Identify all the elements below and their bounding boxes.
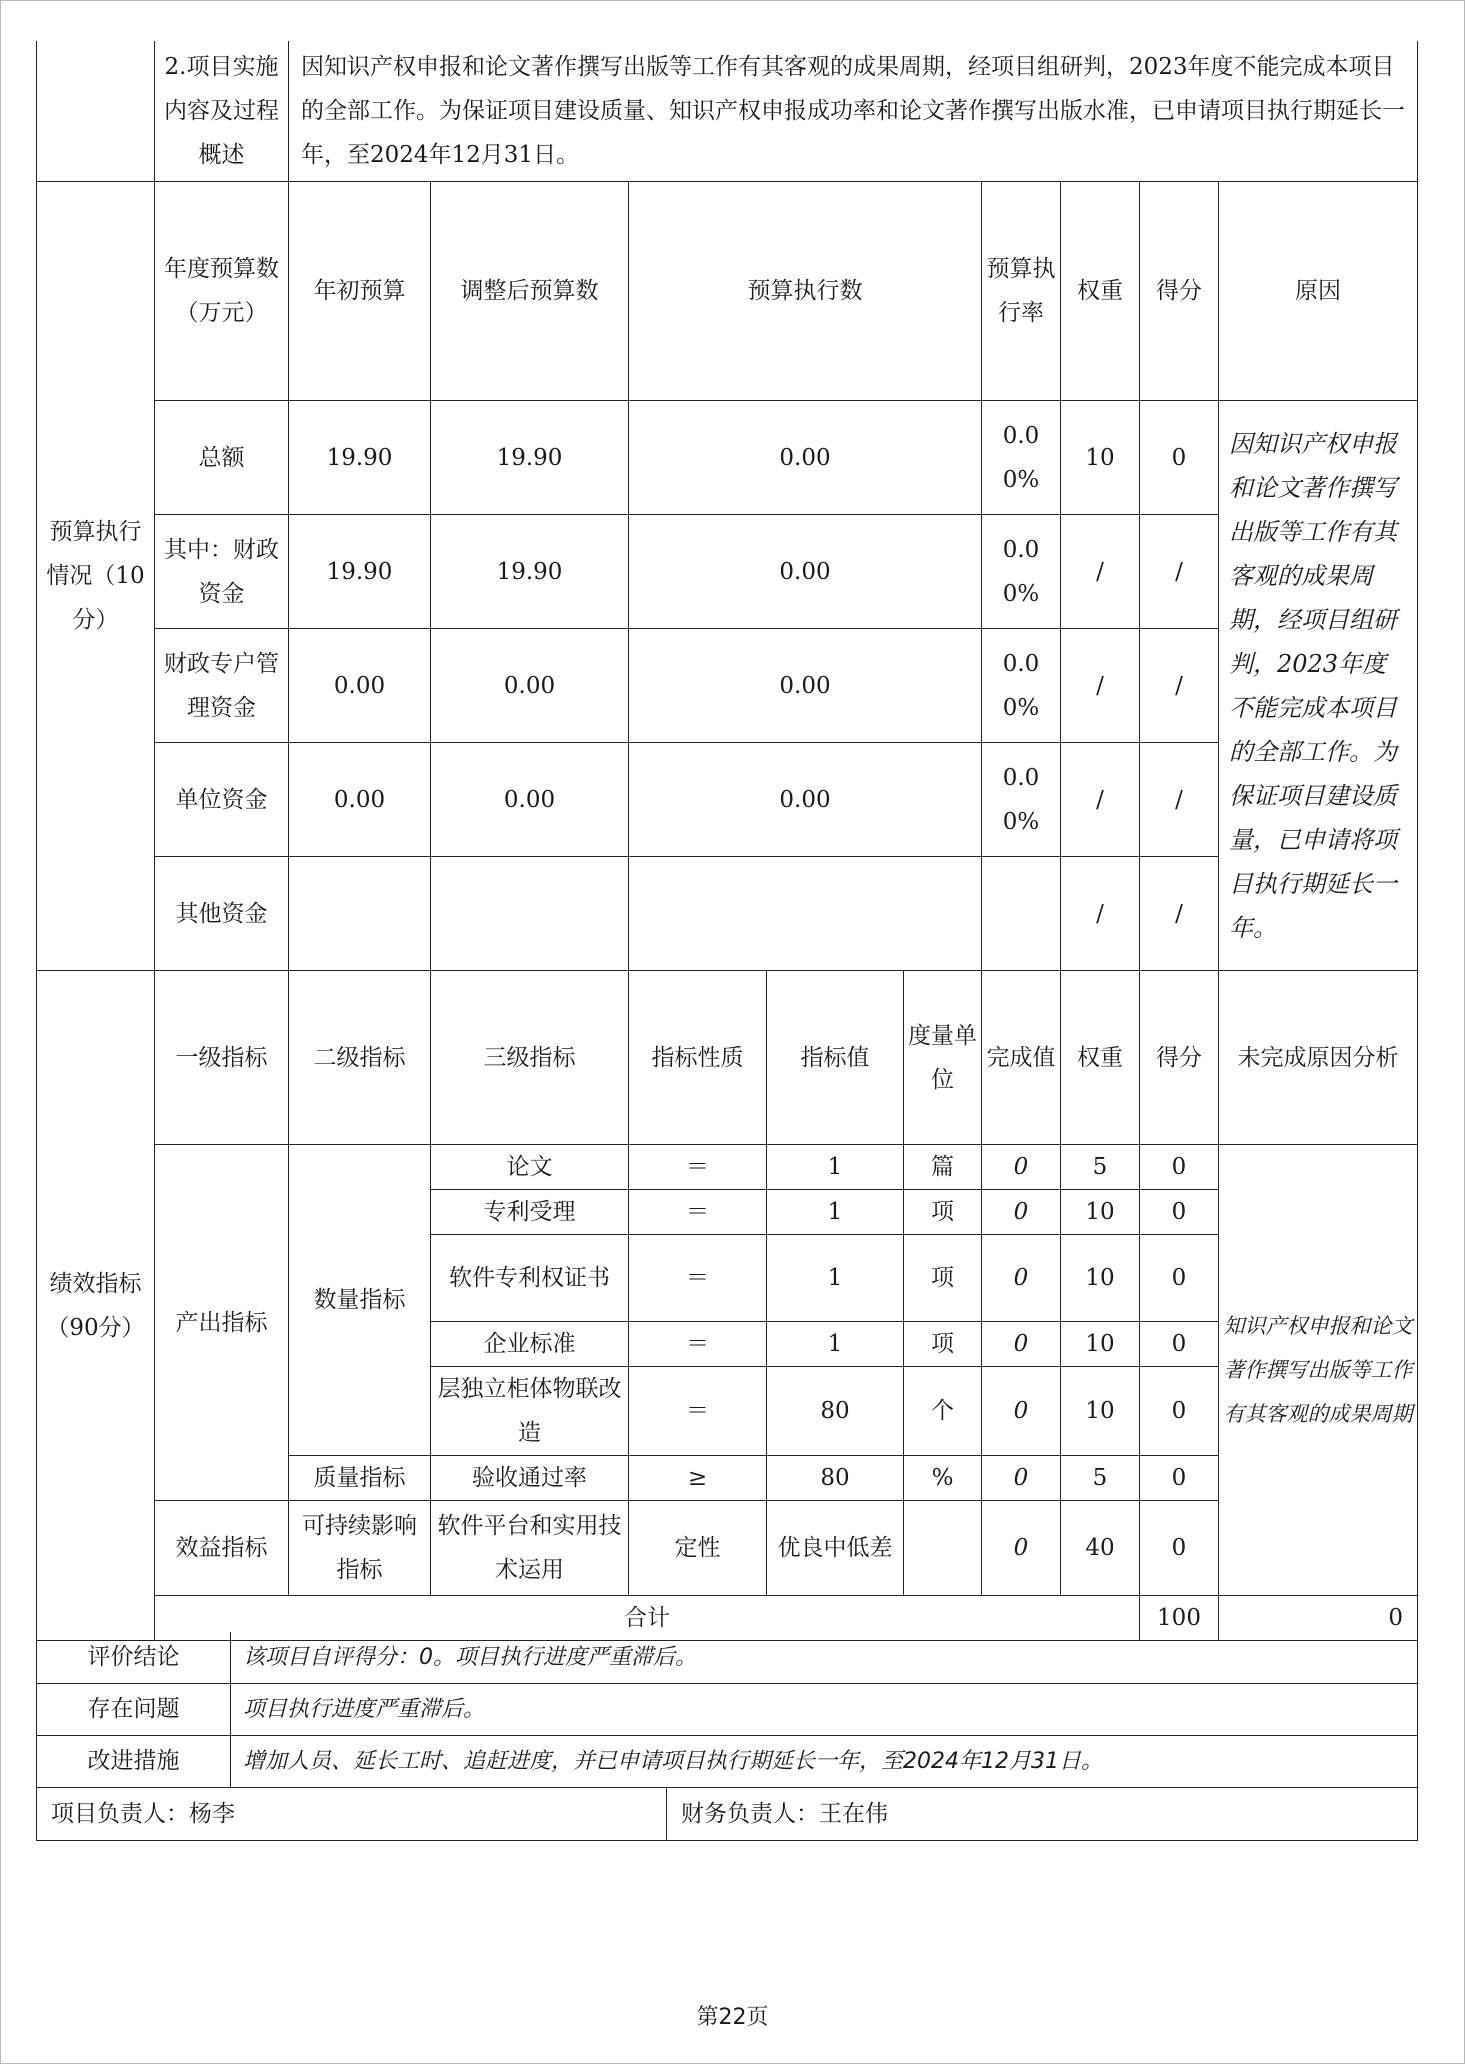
performance-row: [37, 1501, 1418, 1596]
budget-row-name: 其中：财政资金: [155, 515, 289, 629]
header-reason: 原因: [1219, 182, 1418, 401]
indicator-nature: ≥: [629, 1456, 767, 1501]
performance-row: [37, 1145, 1418, 1190]
budget-row-executed: [629, 857, 982, 971]
indicator-unit: 个: [904, 1367, 982, 1456]
budget-row-rate: 0.00%: [982, 743, 1061, 857]
header-execution-rate: 预算执行率: [982, 182, 1061, 401]
indicator-value: 80: [767, 1456, 904, 1501]
total-score: 0: [1219, 1596, 1418, 1641]
budget-row-adjusted: 0.00: [431, 743, 629, 857]
header-initial-budget: 年初预算: [289, 182, 431, 401]
budget-section-label: 预算执行情况（10分）: [37, 182, 155, 971]
budget-row-name: 单位资金: [155, 743, 289, 857]
budget-row-rate: 0.00%: [982, 401, 1061, 515]
budget-row-initial: [289, 857, 431, 971]
indicator-name: 企业标准: [431, 1322, 629, 1367]
indicator-nature: ＝: [629, 1322, 767, 1367]
budget-row-name: 总额: [155, 401, 289, 515]
evaluation-table: [36, 41, 1418, 1641]
measures-text: 增加人员、延长工时、追赶进度，并已申请项目执行期延长一年，至2024年12月31日。: [231, 1736, 1418, 1788]
signature-row: [37, 1788, 1418, 1841]
conclusion-label: 评价结论: [37, 1632, 231, 1684]
header-level2: 二级指标: [289, 971, 431, 1145]
budget-row-executed: 0.00: [629, 401, 982, 515]
summary-table: [36, 1632, 1418, 1841]
indicator-value: 1: [767, 1190, 904, 1235]
indicator-actual: 0: [982, 1235, 1061, 1322]
performance-section-label: 绩效指标（90分）: [37, 971, 155, 1641]
project-lead: 项目负责人：杨李: [37, 1788, 667, 1841]
indicator-actual: 0: [982, 1190, 1061, 1235]
indicator-weight: 10: [1061, 1322, 1140, 1367]
indicator-value: 优良中低差: [767, 1501, 904, 1596]
indicator-value: 1: [767, 1145, 904, 1190]
indicator-score: 0: [1140, 1190, 1219, 1235]
budget-row-weight: /: [1061, 515, 1140, 629]
budget-row-initial: 0.00: [289, 743, 431, 857]
indicator-value: 1: [767, 1322, 904, 1367]
indicator-unit: %: [904, 1456, 982, 1501]
budget-row-executed: 0.00: [629, 743, 982, 857]
problems-label: 存在问题: [37, 1684, 231, 1736]
indicator-value: 1: [767, 1235, 904, 1322]
budget-row-score: /: [1140, 629, 1219, 743]
indicator-nature: 定性: [629, 1501, 767, 1596]
budget-row-initial: 0.00: [289, 629, 431, 743]
total-label: 合计: [155, 1596, 1140, 1641]
output-indicator-label: 产出指标: [155, 1145, 289, 1501]
indicator-name: 验收通过率: [431, 1456, 629, 1501]
budget-row-adjusted: 19.90: [431, 515, 629, 629]
performance-header-row: [37, 971, 1418, 1145]
header-adjusted-budget: 调整后预算数: [431, 182, 629, 401]
indicator-unit: 篇: [904, 1145, 982, 1190]
problems-text: 项目执行进度严重滞后。: [231, 1684, 1418, 1736]
indicator-weight: 10: [1061, 1190, 1140, 1235]
indicator-score: 0: [1140, 1501, 1219, 1596]
budget-row: [37, 515, 1418, 629]
budget-row-score: 0: [1140, 401, 1219, 515]
budget-row-initial: 19.90: [289, 515, 431, 629]
implementation-label: 2.项目实施内容及过程概述: [155, 41, 289, 182]
budget-row-adjusted: [431, 857, 629, 971]
header-nature: 指标性质: [629, 971, 767, 1145]
budget-row-weight: 10: [1061, 401, 1140, 515]
budget-row-weight: /: [1061, 629, 1140, 743]
indicator-weight: 10: [1061, 1235, 1140, 1322]
measures-label: 改进措施: [37, 1736, 231, 1788]
budget-row: [37, 857, 1418, 971]
budget-reason: 因知识产权申报和论文著作撰写出版等工作有其客观的成果周期，经项目组研判，2023年度不能完成本项目的全部工作。为保证项目建设质量，已申请将项目执行期延长一年。: [1219, 401, 1418, 971]
budget-row-adjusted: 0.00: [431, 629, 629, 743]
header-executed-budget: 预算执行数: [629, 182, 982, 401]
budget-row-weight: /: [1061, 857, 1140, 971]
header-perf-score: 得分: [1140, 971, 1219, 1145]
indicator-weight: 40: [1061, 1501, 1140, 1596]
indicator-name: 专利受理: [431, 1190, 629, 1235]
header-level1: 一级指标: [155, 971, 289, 1145]
implementation-row: [37, 41, 1418, 182]
finance-lead: 财务负责人：王在伟: [667, 1788, 1418, 1841]
indicator-actual: 0: [982, 1322, 1061, 1367]
indicator-name: 论文: [431, 1145, 629, 1190]
budget-row-score: /: [1140, 515, 1219, 629]
page-number: 第22页: [696, 2005, 769, 2030]
header-value: 指标值: [767, 971, 904, 1145]
indicator-name: 层独立柜体物联改造: [431, 1367, 629, 1456]
indicator-weight: 10: [1061, 1367, 1140, 1456]
quantity-indicator-label: 数量指标: [289, 1145, 431, 1456]
indicator-nature: ＝: [629, 1367, 767, 1456]
indicator-value: 80: [767, 1367, 904, 1456]
conclusion-row: [37, 1632, 1418, 1684]
budget-row-rate: 0.00%: [982, 629, 1061, 743]
indicator-nature: ＝: [629, 1145, 767, 1190]
header-actual: 完成值: [982, 971, 1061, 1145]
indicator-name: 软件平台和实用技术运用: [431, 1501, 629, 1596]
measures-row: [37, 1736, 1418, 1788]
indicator-actual: 0: [982, 1145, 1061, 1190]
indicator-actual: 0: [982, 1367, 1061, 1456]
budget-row-weight: /: [1061, 743, 1140, 857]
header-level3: 三级指标: [431, 971, 629, 1145]
budget-row-name: 其他资金: [155, 857, 289, 971]
indicator-unit: 项: [904, 1235, 982, 1322]
indicator-unit: 项: [904, 1322, 982, 1367]
budget-row-score: /: [1140, 857, 1219, 971]
header-annual-budget: 年度预算数（万元）: [155, 182, 289, 401]
indicator-actual: 0: [982, 1501, 1061, 1596]
budget-row-rate: 0.00%: [982, 515, 1061, 629]
header-score: 得分: [1140, 182, 1219, 401]
budget-row: [37, 743, 1418, 857]
indicator-actual: 0: [982, 1456, 1061, 1501]
indicator-score: 0: [1140, 1367, 1219, 1456]
implementation-content: 因知识产权申报和论文著作撰写出版等工作有其客观的成果周期，经项目组研判，2023年度不能完成本项目的全部工作。为保证项目建设质量、知识产权申报成功率和论文著作撰写出版水准，已申请项目执行期延长一年，至2024年12月31日。: [289, 41, 1418, 182]
budget-row-executed: 0.00: [629, 629, 982, 743]
sustain-indicator-label: 可持续影响指标: [289, 1501, 431, 1596]
indicator-unit: 项: [904, 1190, 982, 1235]
indicator-score: 0: [1140, 1145, 1219, 1190]
budget-row-adjusted: 19.90: [431, 401, 629, 515]
performance-reason: 知识产权申报和论文著作撰写出版等工作有其客观的成果周期: [1219, 1145, 1418, 1596]
budget-header-row: [37, 182, 1418, 401]
budget-row-rate: [982, 857, 1061, 971]
indicator-unit: [904, 1501, 982, 1596]
total-weight: 100: [1140, 1596, 1219, 1641]
budget-row-initial: 19.90: [289, 401, 431, 515]
header-unit: 度量单位: [904, 971, 982, 1145]
budget-row-score: /: [1140, 743, 1219, 857]
blank-cell: [37, 41, 155, 182]
header-weight: 权重: [1061, 182, 1140, 401]
problems-row: [37, 1684, 1418, 1736]
indicator-weight: 5: [1061, 1145, 1140, 1190]
indicator-nature: ＝: [629, 1235, 767, 1322]
indicator-score: 0: [1140, 1456, 1219, 1501]
budget-row-name: 财政专户管理资金: [155, 629, 289, 743]
indicator-score: 0: [1140, 1235, 1219, 1322]
conclusion-text: 该项目自评得分：0。项目执行进度严重滞后。: [231, 1632, 1418, 1684]
indicator-score: 0: [1140, 1322, 1219, 1367]
budget-row: [37, 629, 1418, 743]
budget-row-executed: 0.00: [629, 515, 982, 629]
indicator-weight: 5: [1061, 1456, 1140, 1501]
quality-indicator-label: 质量指标: [289, 1456, 431, 1501]
budget-row: [37, 401, 1418, 515]
benefit-indicator-label: 效益指标: [155, 1501, 289, 1596]
indicator-name: 软件专利权证书: [431, 1235, 629, 1322]
indicator-nature: ＝: [629, 1190, 767, 1235]
header-perf-weight: 权重: [1061, 971, 1140, 1145]
header-unfinished-reason: 未完成原因分析: [1219, 971, 1418, 1145]
